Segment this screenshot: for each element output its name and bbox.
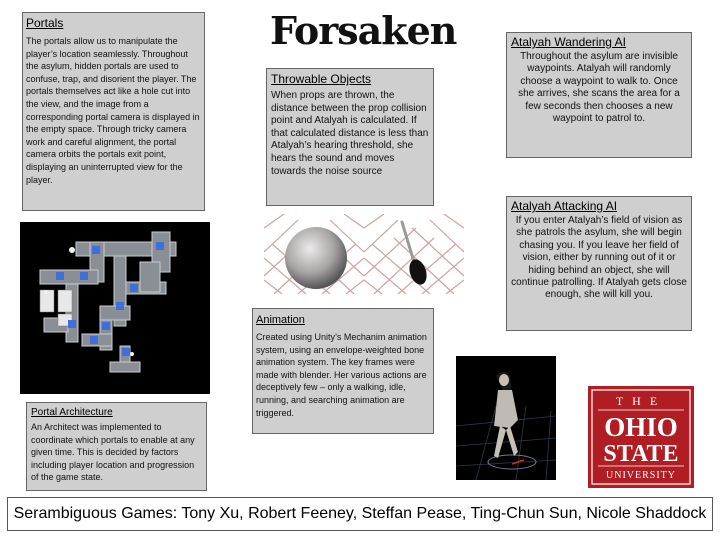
throwable-objects-panel: [266, 68, 434, 206]
animation-heading: Animation: [256, 314, 305, 326]
portal-architecture-panel: [26, 402, 207, 491]
throwable-spoon-image: [364, 214, 464, 294]
portal-architecture-text: An Architect was implemented to coordinate which portals to enable at any given time. This is decided by factors including player location and progression of the game state.: [31, 422, 195, 483]
asylum-map-image: [20, 222, 210, 394]
throwable-objects-heading: Throwable Objects: [271, 72, 372, 86]
portal-architecture-heading: Portal Architecture: [31, 407, 113, 418]
animation-text: Created using Unity’s Mechanim animation system, using an envelope-weighted bone animation system. The key frames were made with blender. Her various actions are deceptively few – only a walking, idle, running, and searching animation are triggered.: [256, 332, 427, 418]
svg-text:OHIO: OHIO: [604, 412, 678, 442]
wandering-ai-text: Throughout the asylum are invisible waypoints. Atalyah will randomly choose a waypoint to walk to. Once she arrives, she scans the area for a few seconds then chooses a new waypoint to patrol to.: [518, 51, 680, 125]
portals-text: The portals allow us to manipulate the player’s location seamlessly. Throughout the asylum, hidden portals are used to confuse, trap, and disorient the player. The portals themselves act like a hole cut into the view, and the image from a corresponding portal camera is displayed in the empty space. Through tricky camera work and careful alignment, the portal camera orbits the portals exit point, displaying an uninterrupted view for the player.: [26, 36, 200, 185]
team-credits: Serambiguous Games: Tony Xu, Robert Feeney, Steffan Pease, Ting-Chun Sun, Nicole Shaddock: [7, 497, 713, 531]
attacking-ai-heading: Atalyah Attacking AI: [511, 199, 618, 213]
throwable-orb-image: [264, 214, 364, 294]
ohio-state-logo: [588, 386, 694, 488]
portals-panel: [22, 12, 205, 211]
svg-text:THE: THE: [615, 394, 667, 408]
attacking-ai-text: If you enter Atalyah’s field of vision as she patrols the asylum, she will begin chasing you. If you leave her field of vision, either by running out of it or hiding behind an object, she will continue patrolling. If Atalyah gets close enough, she will kill you.: [511, 215, 687, 301]
svg-text:STATE: STATE: [603, 441, 679, 467]
throwable-objects-text: When props are thrown, the distance between the prop collision point and Atalyah is calculated. If that calculated distance is less than Atalyah’s hearing threshold, she hears the sound and moves towards the noise source: [271, 90, 429, 177]
atalyah-character-image: [456, 356, 556, 480]
wandering-ai-panel: [506, 32, 692, 158]
poster-title: Forsaken: [270, 8, 457, 53]
attacking-ai-panel: [506, 196, 692, 331]
wandering-ai-heading: Atalyah Wandering AI: [511, 35, 626, 49]
svg-text:UNIVERSITY: UNIVERSITY: [606, 470, 676, 481]
animation-panel: [252, 308, 434, 434]
portals-heading: Portals: [26, 16, 64, 30]
